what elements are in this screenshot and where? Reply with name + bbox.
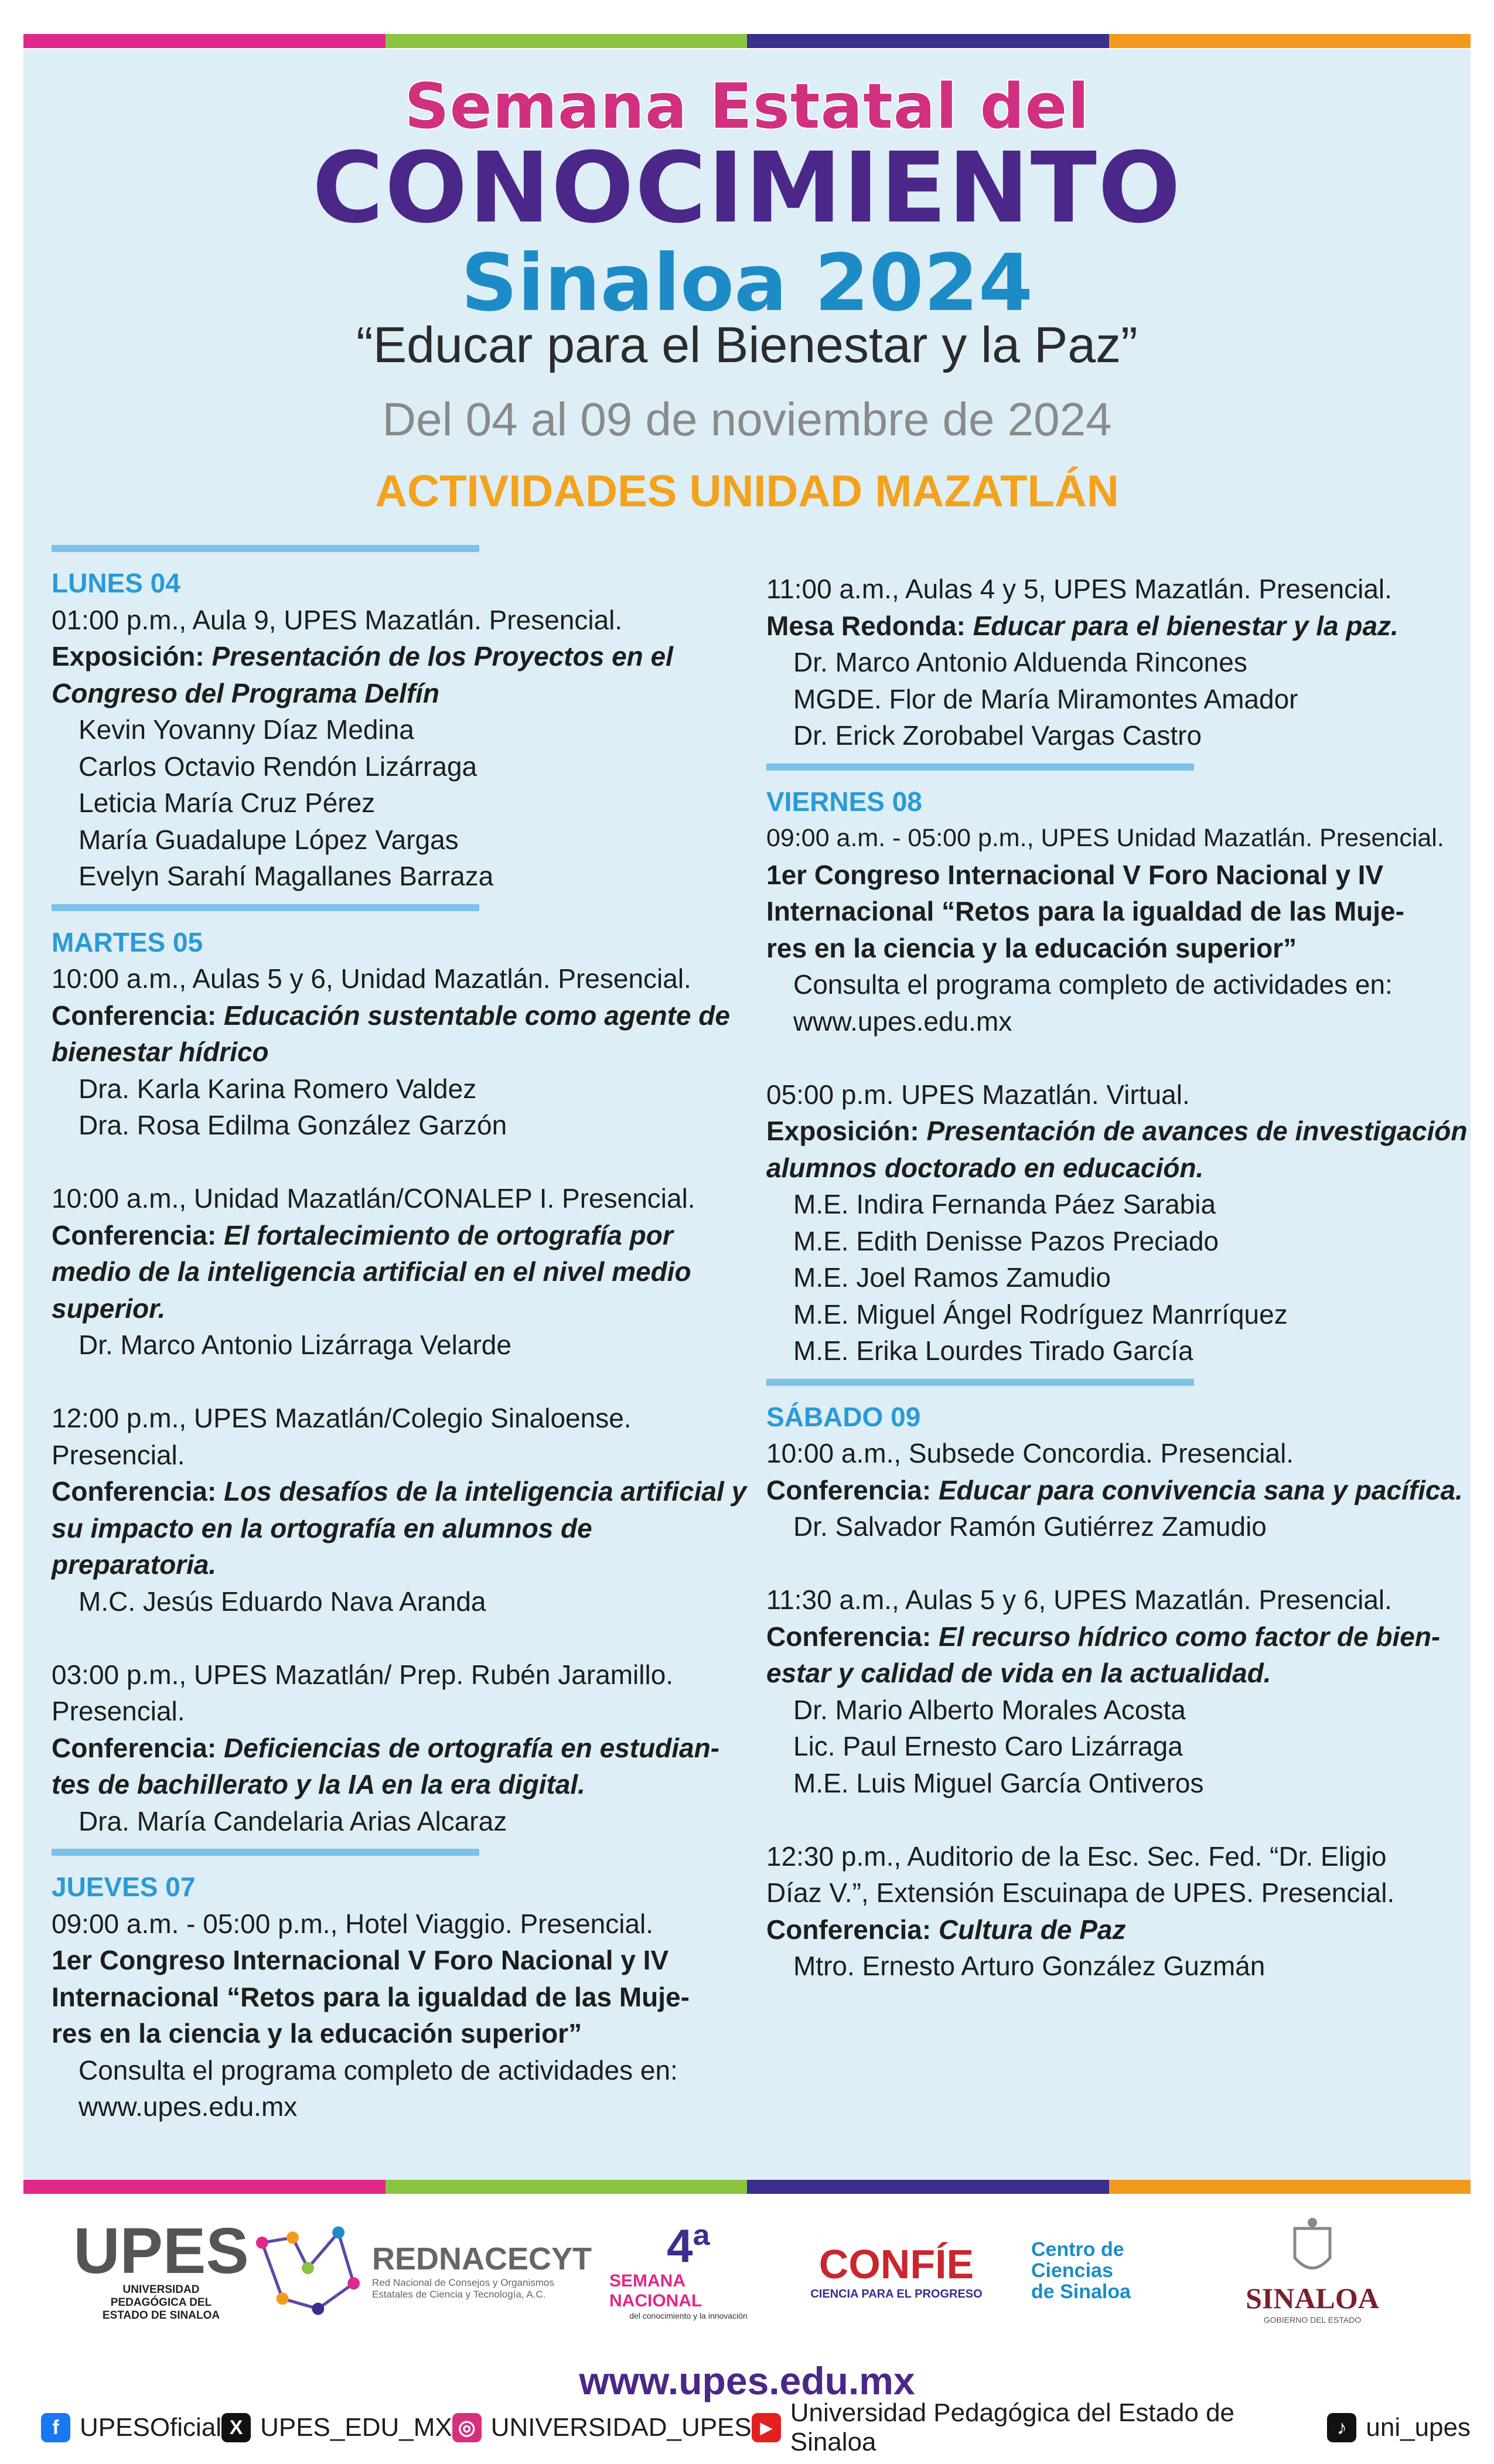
- event-time: 09:00 a.m. - 05:00 p.m., Hotel Viaggio. Presencial.: [52, 1908, 654, 1939]
- participant: M.E. Erika Lourdes Tirado García: [793, 1335, 1193, 1366]
- event-time: Díaz V.”, Extensión Escuinapa de UPES. Presencial.: [766, 1877, 1395, 1908]
- event-title-text: estar y calidad de vida en la actualidad.: [766, 1658, 1271, 1688]
- day-heading: JUEVES 07: [52, 1872, 196, 1902]
- event-title: [766, 608, 1475, 645]
- event-type: Conferencia:: [52, 1000, 217, 1031]
- participant: Lic. Paul Ernesto Caro Lizárraga: [793, 1731, 1183, 1761]
- top-color-stripe: [23, 34, 1471, 48]
- event-time: Presencial.: [52, 1696, 185, 1726]
- event-title-text: su impacto en la ortografía en alumnos de preparatoria.: [52, 1512, 592, 1580]
- participant: Kevin Yovanny Díaz Medina: [79, 714, 414, 745]
- tiktok-icon: ♪: [1327, 2413, 1356, 2442]
- event-title-text: El fortalecimiento de ortografía por: [223, 1219, 673, 1250]
- event-title-text: Educación sustentable como agente de: [223, 1000, 730, 1031]
- event-time: 11:00 a.m., Aulas 4 y 5, UPES Mazatlán. Presencial.: [766, 574, 1392, 604]
- participant: Dr. Marco Antonio Alduenda Rincones: [793, 647, 1247, 677]
- section-title: ACTIVIDADES UNIDAD MAZATLÁN: [375, 466, 1119, 516]
- day-divider: [766, 764, 1194, 771]
- participant: Dr. Salvador Ramón Gutiérrez Zamudio: [793, 1511, 1267, 1542]
- participant: M.E. Edith Denisse Pazos Preciado: [793, 1225, 1219, 1256]
- day-heading: MARTES 05: [52, 926, 203, 957]
- header-line3: Sinaloa 2024: [461, 237, 1033, 329]
- event-title: [52, 1730, 760, 1767]
- participant: M.C. Jesús Eduardo Nava Aranda: [79, 1586, 486, 1617]
- participant: Dr. Erick Zorobabel Vargas Castro: [793, 720, 1202, 751]
- event-time: 12:00 p.m., UPES Mazatlán/Colegio Sinaloense.: [52, 1403, 632, 1433]
- event-type: Conferencia:: [52, 1476, 217, 1507]
- participant: Dra. María Candelaria Arias Alcaraz: [79, 1805, 507, 1836]
- event-title-text: El recurso hídrico como factor de bien-: [938, 1621, 1441, 1652]
- coat-of-arms-icon: [1289, 2217, 1336, 2281]
- program-link[interactable]: www.upes.edu.mx: [793, 1006, 1012, 1037]
- participant: M.E. Joel Ramos Zamudio: [793, 1262, 1111, 1293]
- event-title-text: alumnos doctorado en educación.: [766, 1152, 1204, 1183]
- event-title: [766, 1911, 1475, 1948]
- event-title: [52, 638, 760, 675]
- semana-nacional-logo: 4ª SEMANA NACIONAL del conocimiento y la innovación: [609, 2220, 748, 2320]
- event-time: 11:30 a.m., Aulas 5 y 6, UPES Mazatlán. Presencial.: [766, 1584, 1392, 1615]
- participant: Dra. Karla Karina Romero Valdez: [79, 1073, 477, 1104]
- participant: Evelyn Sarahí Magallanes Barraza: [79, 861, 494, 891]
- program-link[interactable]: www.upes.edu.mx: [79, 2091, 298, 2122]
- participant: MGDE. Flor de María Miramontes Amador: [793, 683, 1298, 714]
- event-time: 10:00 a.m., Subsede Concordia. Presencial.: [766, 1438, 1294, 1468]
- event-time: 09:00 a.m. - 05:00 p.m., UPES Unidad Mazatlán. Presencial.: [766, 824, 1444, 852]
- event-title-text: 1er Congreso Internacional V Foro Nacional y IV: [52, 1945, 669, 1975]
- right-column: [766, 571, 1475, 1985]
- event-type: Conferencia:: [52, 1732, 217, 1763]
- event-time: 01:00 p.m., Aula 9, UPES Mazatlán. Presencial.: [52, 604, 623, 635]
- gobierno-sinaloa-logo: SINALOA GOBIERNO DEL ESTADO: [1224, 2203, 1400, 2338]
- social-instagram[interactable]: [452, 2413, 752, 2442]
- day-heading: VIERNES 08: [766, 786, 922, 817]
- bottom-color-stripe: [23, 2180, 1471, 2194]
- event-title: [52, 997, 760, 1034]
- program-note: Consulta el programa completo de actividades en:: [793, 969, 1393, 1000]
- event-type: Conferencia:: [766, 1914, 932, 1945]
- social-label: UNIVERSIDAD_UPES: [490, 2413, 752, 2442]
- network-icon: [252, 2215, 364, 2326]
- event-title-text: bienestar hídrico: [52, 1037, 269, 1067]
- x-icon: X: [221, 2413, 251, 2442]
- day-divider: [52, 1849, 479, 1856]
- participant: María Guadalupe López Vargas: [79, 824, 459, 855]
- event-title-text: res en la ciencia y la educación superior”: [52, 2018, 582, 2049]
- event-title-text: tes de bachillerato y la IA en la era digital.: [52, 1769, 585, 1800]
- event-title: [766, 1618, 1475, 1655]
- event-title-text: superior.: [52, 1293, 166, 1324]
- event-title-text: Deficiencias de ortografía en estudian-: [223, 1732, 720, 1763]
- day-heading: LUNES 04: [52, 568, 180, 598]
- event-type: Exposición:: [52, 641, 204, 672]
- event-time: 05:00 p.m. UPES Mazatlán. Virtual.: [766, 1079, 1190, 1110]
- participant: Leticia María Cruz Pérez: [79, 788, 376, 818]
- event-time: 03:00 p.m., UPES Mazatlán/ Prep. Rubén Jaramillo.: [52, 1659, 674, 1690]
- social-tiktok[interactable]: [1327, 2413, 1471, 2442]
- left-column: [52, 545, 760, 2125]
- day-heading: SÁBADO 09: [766, 1401, 921, 1432]
- social-bar: [41, 2398, 1471, 2456]
- header-line2: CONOCIMIENTO: [312, 132, 1182, 245]
- sponsor-logos: [0, 2203, 1494, 2356]
- social-label: UPESOficial: [80, 2413, 222, 2442]
- event-title-text: medio de la inteligencia artificial en el nivel medio: [52, 1256, 691, 1287]
- event-title-text: Internacional “Retos para la igualdad de las Muje-: [52, 1981, 690, 2012]
- event-title-text: Los desafíos de la inteligencia artificial y: [223, 1476, 747, 1507]
- confie-logo: CONFÍE CIENCIA PARA EL PROGRESO: [810, 2241, 983, 2301]
- event-title-text: Presentación de avances de investigación: [926, 1116, 1468, 1146]
- participant: Dr. Mario Alberto Morales Acosta: [793, 1694, 1186, 1725]
- event-title-text: Congreso del Programa Delfín: [52, 677, 440, 708]
- motto: “Educar para el Bienestar y la Paz”: [356, 317, 1138, 373]
- event-time: 10:00 a.m., Unidad Mazatlán/CONALEP I. Presencial.: [52, 1183, 695, 1214]
- social-label: Universidad Pedagógica del Estado de Sinaloa: [790, 2398, 1235, 2456]
- youtube-icon: ▶: [752, 2413, 781, 2442]
- social-label: uni_upes: [1366, 2413, 1471, 2442]
- social-youtube[interactable]: [752, 2398, 1328, 2457]
- participant: Mtro. Ernesto Arturo González Guzmán: [793, 1951, 1266, 1981]
- day-divider: [52, 904, 479, 911]
- centro-ciencias-logo: Centro de Ciencias de Sinaloa: [1031, 2238, 1131, 2303]
- event-type: Mesa Redonda:: [766, 610, 966, 641]
- event-type: Conferencia:: [766, 1474, 932, 1505]
- social-facebook[interactable]: [41, 2413, 221, 2442]
- program-note: Consulta el programa completo de actividades en:: [79, 2054, 678, 2085]
- event-title: [766, 1472, 1475, 1509]
- participant: Carlos Octavio Rendón Lizárraga: [79, 751, 477, 782]
- event-title: [52, 1217, 760, 1254]
- participant: M.E. Luis Miguel García Ontiveros: [793, 1767, 1204, 1798]
- event-title-text: 1er Congreso Internacional V Foro Nacional y IV: [766, 859, 1384, 890]
- day-divider: [52, 545, 479, 552]
- social-x[interactable]: [221, 2413, 452, 2442]
- social-label: UPES_EDU_MX: [260, 2413, 452, 2442]
- day-divider: [766, 1379, 1194, 1386]
- event-time: Presencial.: [52, 1439, 185, 1470]
- website-link[interactable]: www.upes.edu.mx: [579, 2359, 915, 2402]
- event-title: [52, 1473, 760, 1510]
- participant: M.E. Miguel Ángel Rodríguez Manrríquez: [793, 1299, 1288, 1330]
- event-type: Conferencia:: [52, 1219, 217, 1250]
- event-title-text: Educar para el bienestar y la paz.: [973, 610, 1399, 641]
- event-title-text: Educar para convivencia sana y pacífica.: [938, 1474, 1463, 1505]
- event-time: 10:00 a.m., Aulas 5 y 6, Unidad Mazatlán. Presencial.: [52, 963, 691, 994]
- event-title-text: Internacional “Retos para la igualdad de las Muje-: [766, 896, 1404, 926]
- facebook-icon: f: [41, 2413, 70, 2442]
- event-type: Conferencia:: [766, 1621, 932, 1652]
- participant: M.E. Indira Fernanda Páez Sarabia: [793, 1189, 1216, 1219]
- event-title: [766, 1113, 1475, 1150]
- header-line1: Semana Estatal del: [404, 70, 1090, 142]
- date-range: Del 04 al 09 de noviembre de 2024: [382, 393, 1112, 445]
- rednacecyt-logo: REDNACECYT Red Nacional de Consejos y Organismos Estatales de Ciencia y Tecnología, A.C.: [252, 2203, 592, 2338]
- instagram-icon: ◎: [452, 2413, 482, 2442]
- event-title-text: res en la ciencia y la educación superior”: [766, 932, 1297, 963]
- upes-logo: UPES UNIVERSIDAD PEDAGÓGICA DEL ESTADO DE SINALOA: [73, 2215, 249, 2322]
- participant: Dra. Rosa Edilma González Garzón: [79, 1110, 507, 1140]
- participant: Dr. Marco Antonio Lizárraga Velarde: [79, 1330, 511, 1360]
- event-type: Exposición:: [766, 1116, 919, 1146]
- event-time: 12:30 p.m., Auditorio de la Esc. Sec. Fed. “Dr. Eligio: [766, 1841, 1387, 1872]
- event-title-text: Cultura de Paz: [938, 1914, 1126, 1945]
- event-title-text: Presentación de los Proyectos en el: [212, 641, 673, 672]
